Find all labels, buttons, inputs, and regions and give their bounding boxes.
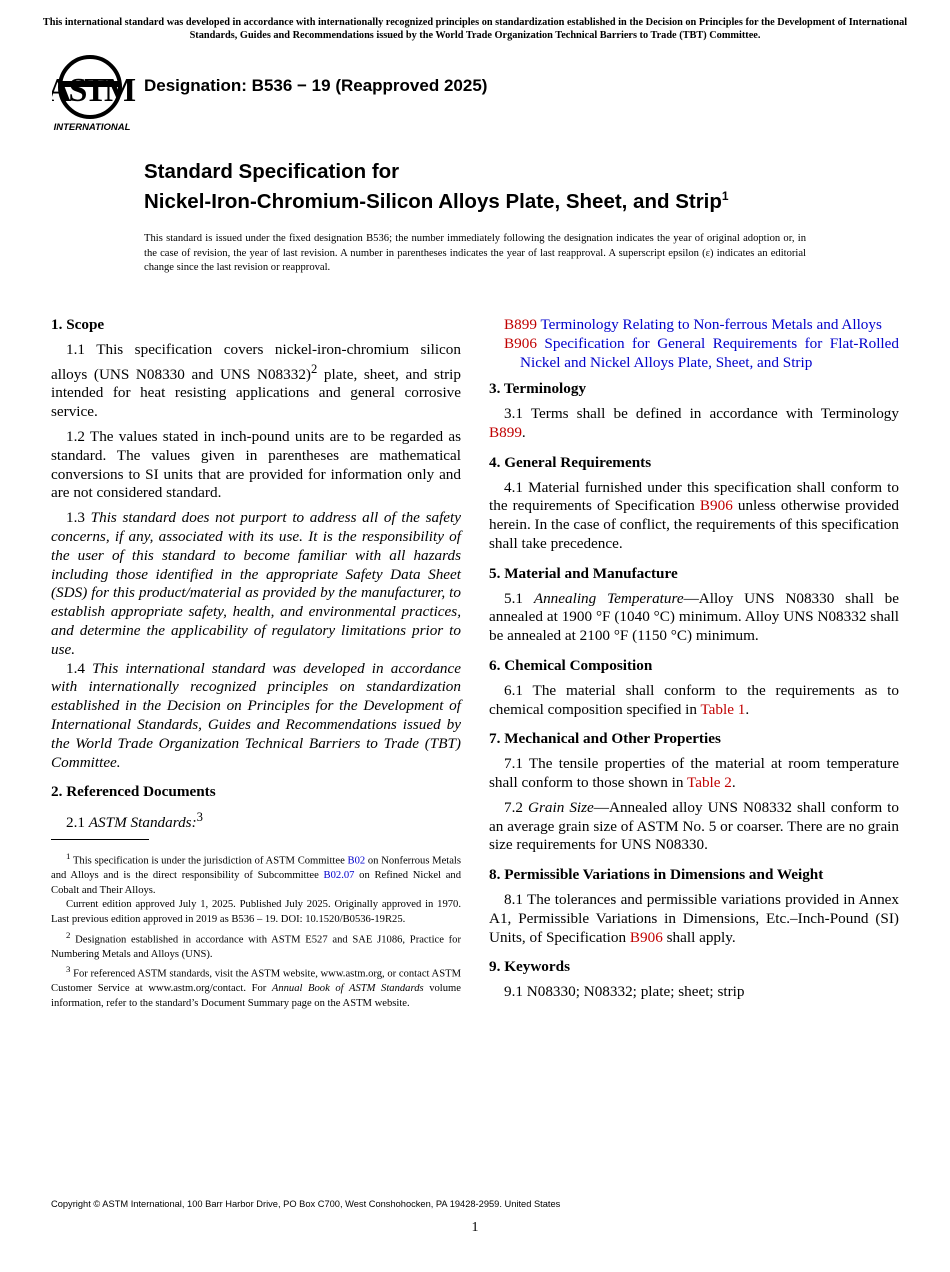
para-3-1: 3.1 Terms shall be defined in accordance with Terminology B899. <box>489 405 899 441</box>
title-line-2: Nickel-Iron-Chromium-Silicon Alloys Plate, Sheet, and Strip$^1$ <box>144 189 729 213</box>
section-8-heading: 8. Permissible Variations in Dimensions and Weight <box>489 866 824 884</box>
para-1-1: 1.1 This specification covers nickel-iron-chromium silicon alloys (UNS N08330 and UNS N08332)$^2$ plate, sheet, and strip intended for heat resisting applications and general corrosive service. <box>51 340 461 421</box>
astm-logo-icon <box>52 55 136 133</box>
link-b02-07[interactable]: B02.07 <box>323 870 355 882</box>
section-7-heading: 7. Mechanical and Other Properties <box>489 730 721 748</box>
para-1-3: 1.3 This standard does not purport to address all of the safety concerns, if any, associated with its use. It is the responsibility of the user of this standard to become familiar with all hazards including those identified in the appropriate Safety Data Sheet (SDS) for this product/material as provided by the manufacturer, to establish appropriate safety, health, and environmental practices, and determine the applicability of regulatory limitations prior to use. <box>51 509 462 658</box>
para-8-1: 8.1 The tolerances and permissible variations provided in Annex A1, Permissible Variations in Dimensions, Etc.–Inch-Pound (SI) Units, of Specification B906 shall apply. <box>489 890 899 946</box>
page-number: 1 <box>471 1220 479 1235</box>
copyright-notice: Copyright © ASTM International, 100 Barr Harbor Drive, PO Box C700, West Conshohocken, PA 19428-2959. United States <box>51 1199 561 1209</box>
link-b906[interactable]: B906 <box>699 497 733 515</box>
section-9-heading: 9. Keywords <box>489 958 570 976</box>
link-b899[interactable]: B899 <box>489 423 522 441</box>
ref-item-b899[interactable]: B899 Terminology Relating to Non-ferrous Metals and Alloys <box>504 316 882 333</box>
section-1-heading: 1. Scope <box>51 316 105 333</box>
link-table-2[interactable]: Table 2 <box>687 773 732 791</box>
section-4-heading: 4. General Requirements <box>489 453 652 471</box>
section-2-heading: 2. Referenced Documents <box>51 783 216 801</box>
footnotes <box>51 849 461 1012</box>
para-9-1: 9.1 N08330; N08332; plate; sheet; strip <box>504 983 745 1001</box>
footnote-2: $^2$ Designation established in accordance with ASTM E527 and SAE J1086, Practice for Numbering Metals and Alloys (UNS). <box>51 929 461 960</box>
right-column <box>489 316 899 1008</box>
left-column <box>51 316 461 839</box>
link-b02[interactable]: B02 <box>347 855 366 867</box>
para-2-1: 2.1 ASTM Standards:$^3$ <box>66 810 203 832</box>
para-6-1: 6.1 The material shall conform to the requirements as to chemical composition specified in Table 1. <box>489 681 899 718</box>
para-4-1: 4.1 Material furnished under this specification shall conform to the requirements of Specification B906 unless otherwise provided herein. In the case of conflict, the requirements of this specification shall take precedence. <box>489 478 899 552</box>
svg-text:ASTM: ASTM <box>52 72 134 109</box>
para-7-1: 7.1 The tensile properties of the material at room temperature shall conform to those shown in Table 2. <box>489 755 899 791</box>
para-7-2: 7.2 Grain Size—Annealed alloy UNS N08332 shall conform to an average grain size of ASTM No. 5 or coarser. There are no grain size requirements for UNS N08330. <box>489 798 899 854</box>
section-5-heading: 5. Material and Manufacture <box>489 564 678 582</box>
para-1-2: 1.2 The values stated in inch-pound units are to be regarded as standard. The values given in parentheses are mathematical conversions to SI units that are provided for information only and are not considered standard. <box>51 428 461 502</box>
link-b906-annex[interactable]: B906 <box>629 928 663 946</box>
footnote-divider <box>51 839 149 840</box>
intro-paragraph: This standard is issued under the fixed designation B536; the number immediately following the designation indicates the year of original adoption or, in the case of revision, the year of last revision. A number in parentheses indicates the year of last reapproval. A superscript epsilon (ε) indicates an editorial change since the last revision or reapproval. <box>144 233 806 274</box>
title-footnote-mark: 1 <box>721 189 729 203</box>
footnote-3: $^3$ For referenced ASTM standards, visit the ASTM website, www.astm.org, or contact ASTM Customer Service at www.astm.org/contact. For Annual Book of ASTM Standards volume information, refer to the standard’s Document Summary page on the ASTM website. <box>51 964 461 1009</box>
para-5-1: 5.1 Annealing Temperature—Alloy UNS N08330 shall be annealed at 1900 °F (1040 °C) minimum. Alloy UNS N08332 shall be annealed at 2100 °F (1150 °C) minimum. <box>489 589 900 645</box>
para-1-4: 1.4 This international standard was developed in accordance with internationally recognized principles on standardization established in the Decision on Principles for the Development of International Standards, Guides and Recommendations issued by the World Trade Organization Technical Barriers to Trade (TBT) Committee. <box>51 659 462 771</box>
link-table-1[interactable]: Table 1 <box>700 700 746 718</box>
page-title <box>144 159 729 214</box>
section-6-heading: 6. Chemical Composition <box>489 656 653 674</box>
svg-text:INTERNATIONAL: INTERNATIONAL <box>53 122 131 133</box>
designation: Designation: B536 − 19 (Reapproved 2025) <box>144 76 488 95</box>
section-3-heading: 3. Terminology <box>489 380 587 398</box>
footnote-1-edition: Current edition approved July 1, 2025. Published July 2025. Originally approved in 1970. Last previous edition approved in 2019 as B536 – 19. DOI: 10.1520/B0536-19R25. <box>51 899 461 925</box>
footnote-1: $^1$ This specification is under the jurisdiction of ASTM Committee B02 on Nonferrous Metals and Alloys and is the direct responsibility of Subcommittee B02.07 on Refined Nickel and Cobalt and Their Alloys. <box>51 851 461 896</box>
title-line-1: Standard Specification for <box>144 160 400 183</box>
ref-item-b906[interactable]: B906 Specification for General Requirements for Flat-Rolled Nickel and Nickel Alloys Plate, Sheet, and Strip <box>504 334 899 371</box>
tbt-notice: This international standard was developed in accordance with internationally recognized principles on standardization established in the Decision on Principles for the Development of International Standards, Guides and Recommendations issued by the World Trade Organization Technical Barriers to Trade (TBT) Committee. <box>42 17 908 41</box>
